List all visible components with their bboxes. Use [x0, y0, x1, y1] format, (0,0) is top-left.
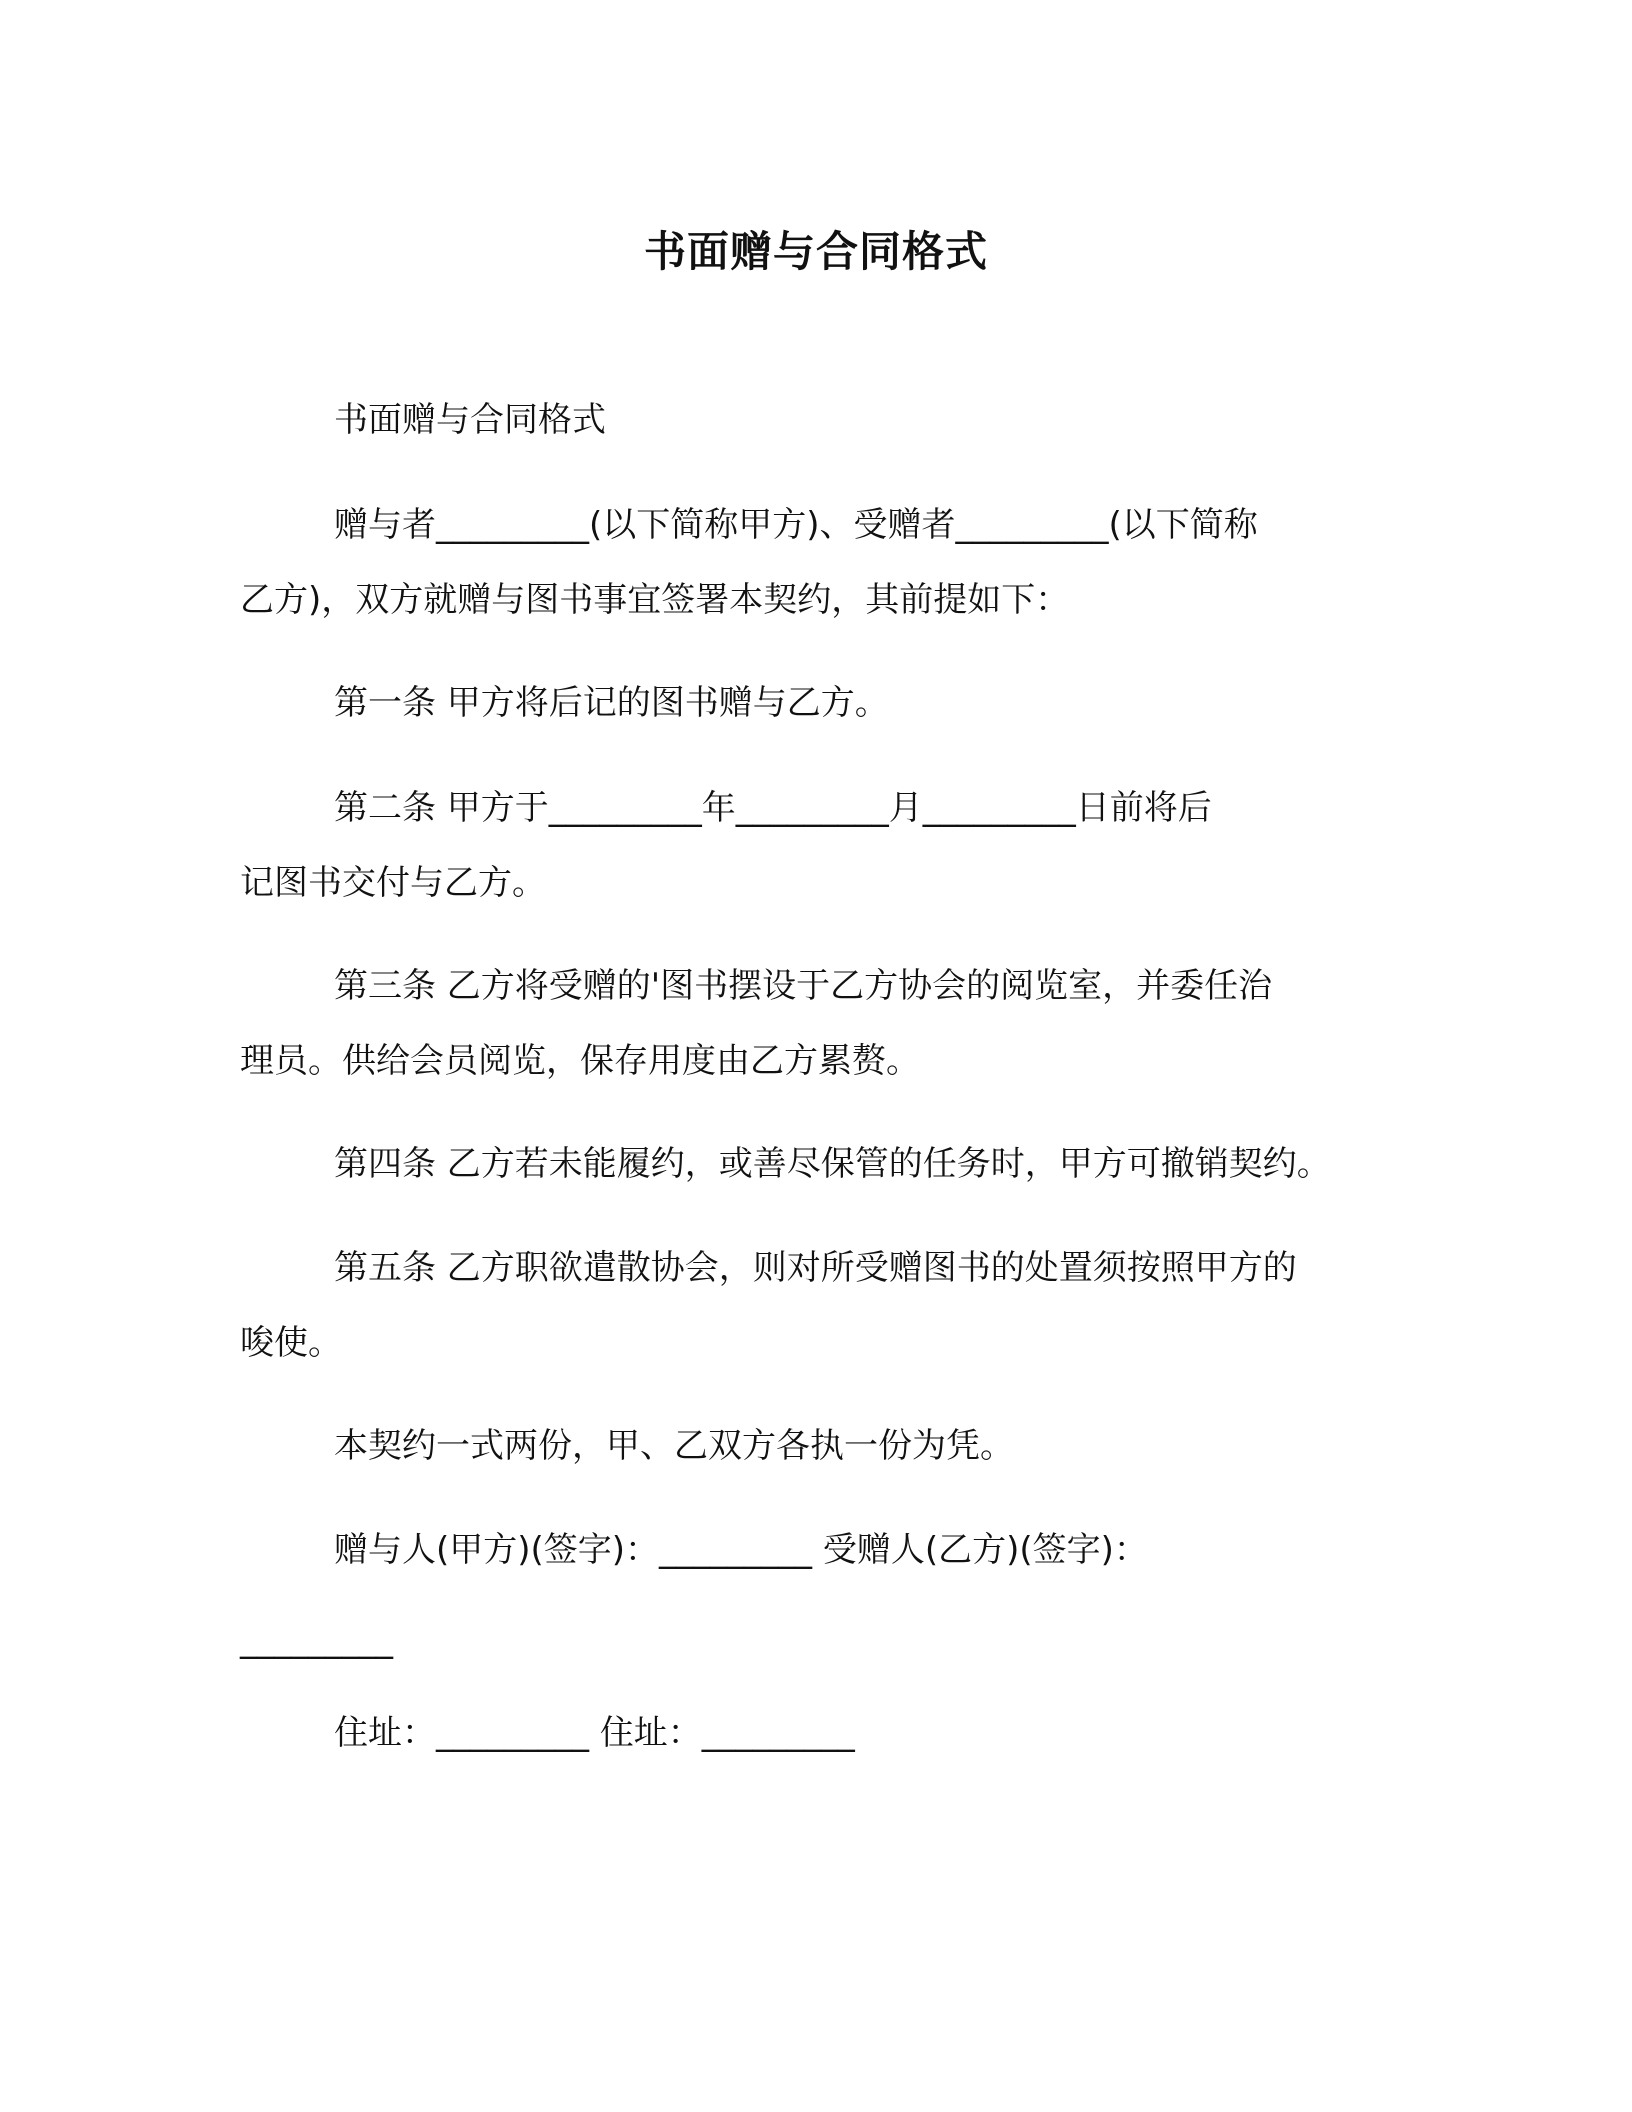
copies-clause: 本契约一式两份，甲、乙双方各执一份为凭。	[334, 1426, 1014, 1466]
article-5-line-2: 唆使。	[240, 1323, 342, 1363]
article-2-line-2: 记图书交付与乙方。	[240, 863, 546, 903]
paragraph-parties-line-2: 乙方)，双方就赠与图书事宜签署本契约，其前提如下：	[240, 580, 1070, 620]
document-title: 书面赠与合同格式	[643, 227, 988, 276]
article-2-line-1: 第二条 甲方于_________年_________月_________日前将后	[334, 788, 1212, 828]
article-3-line-2: 理员。供给会员阅览，保存用度由乙方累赘。	[240, 1041, 920, 1081]
paragraph-heading: 书面赠与合同格式	[334, 400, 606, 440]
article-1: 第一条 甲方将后记的图书赠与乙方。	[334, 683, 889, 723]
signature-line-1: 赠与人(甲方)(签字)：_________ 受赠人(乙方)(签字)：	[334, 1530, 1148, 1570]
article-5-line-1: 第五条 乙方职欲遣散协会，则对所受赠图书的处置须按照甲方的	[334, 1248, 1297, 1288]
signature-line-2: _________	[240, 1620, 393, 1660]
article-3-line-1: 第三条 乙方将受赠的'图书摆设于乙方协会的阅览室，并委任治	[334, 966, 1273, 1006]
paragraph-parties-line-1: 赠与者_________(以下简称甲方)、受赠者_________(以下简称	[334, 505, 1258, 545]
article-4: 第四条 乙方若未能履约，或善尽保管的任务时，甲方可撤销契约。	[334, 1144, 1331, 1184]
address-line: 住址：_________ 住址：_________	[334, 1713, 855, 1753]
